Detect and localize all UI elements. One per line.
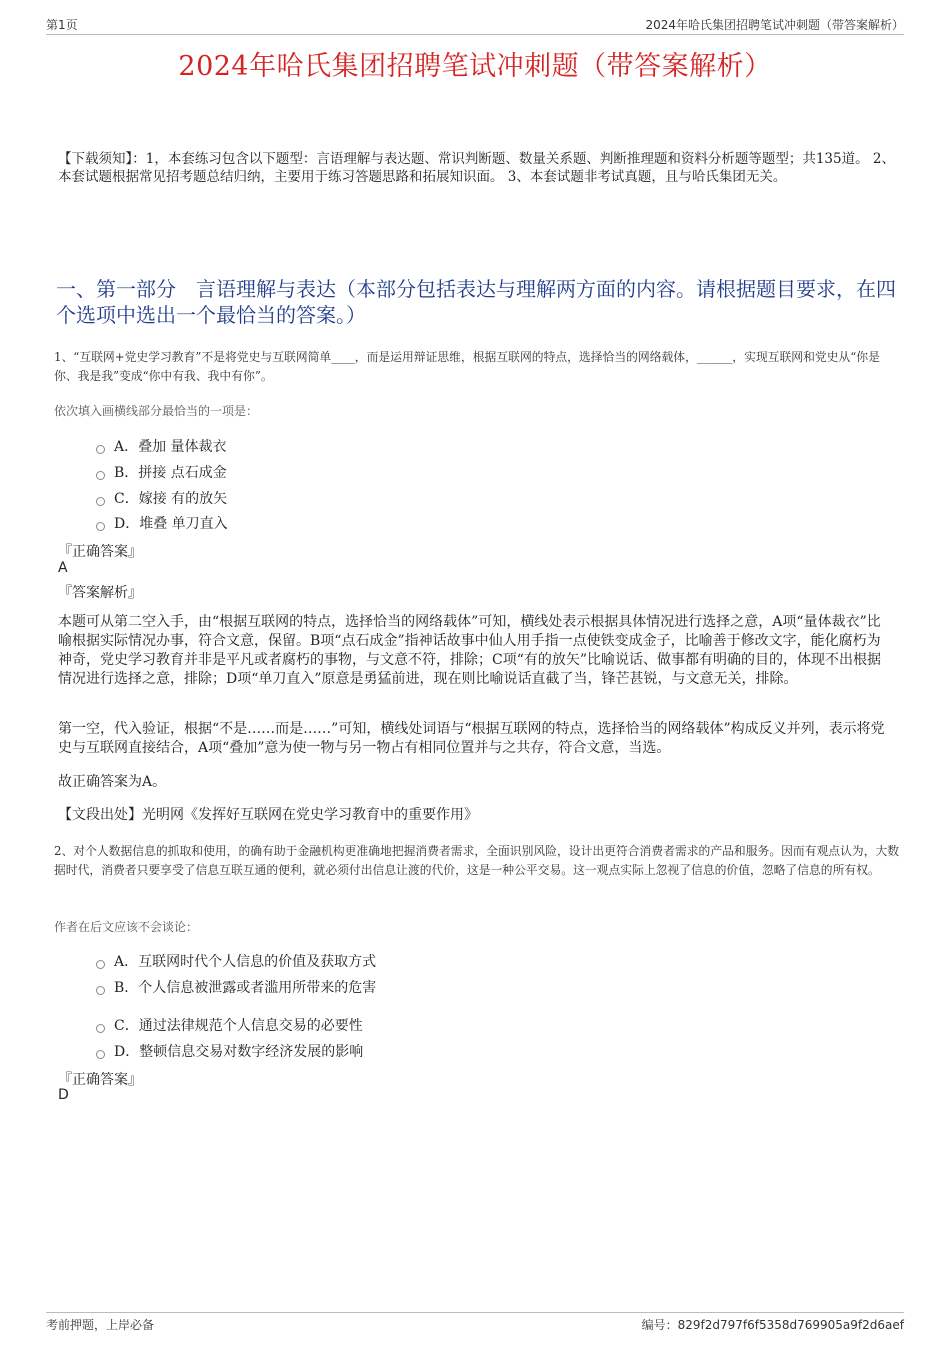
q2-option-b[interactable] [96,977,376,997]
radio-icon[interactable] [96,1024,105,1033]
radio-icon[interactable] [96,1050,105,1059]
question-2-prompt: 作者在后文应该不会谈论： [54,920,199,934]
q1-option-c[interactable] [96,488,227,508]
download-notice: 【下载须知】：1，本套练习包含以下题型：言语理解与表达题、常识判断题、数量关系题、判断推理题和资料分析题等题型；共135道。 2、本套试题根据常见招考题总结归纳，主要用于练习答题思路和拓展知识面。 3、本套试题非考试真题，且与哈氏集团无关。 [58,151,895,185]
q2-answer-label: 『正确答案』 [58,1072,142,1088]
document-title: 2024年哈氏集团招聘笔试冲刺题（带答案解析） [178,51,772,82]
radio-icon[interactable] [96,497,105,506]
q1-option-a[interactable] [96,436,227,456]
header-doc-title: 2024年哈氏集团招聘笔试冲刺题（带答案解析） [645,18,904,32]
page-header [46,14,904,35]
option-label: A．互联网时代个人信息的价值及获取方式 [114,954,377,970]
q1-analysis-paragraph-1: 本题可从第二空入手，由“根据互联网的特点，选择恰当的网络载体”可知，横线处表示根据具体情况进行选择之意，A项“量体裁衣”比喻根据实际情况办事，符合文意，保留。B项“点石成金”指神话故事中仙人用手指一点使铁变成金子，比喻善于修改文字，能化腐朽为神奇，党史学习教育并非是平凡或者腐朽的事物，与文意不符，排除；C项“有的放矢”比喻说话、做事都有明确的目的，体现不出根据情况进行选择之意，排除；D项“单刀直入”原意是勇猛前进，现在则比喻说话直截了当，锋芒甚锐，与文意无关，排除。 [58,614,882,687]
footer-serial [642,1316,904,1333]
page-footer [46,1312,904,1332]
option-label: B．个人信息被泄露或者滥用所带来的危害 [114,980,377,996]
radio-icon[interactable] [96,986,105,995]
serial-number: 829f2d797f6f5358d769905a9f2d6aef [677,1318,904,1332]
radio-icon[interactable] [96,960,105,969]
option-label: C．通过法律规范个人信息交易的必要性 [114,1018,363,1034]
page-number: 第1页 [46,18,78,32]
radio-icon[interactable] [96,445,105,454]
option-label: B．拼接 点石成金 [114,465,227,481]
q1-answer-label: 『正确答案』 [58,544,142,560]
q1-analysis-conclusion: 故正确答案为A。 [58,774,167,790]
q1-source: 【文段出处】光明网《发挥好互联网在党史学习教育中的重要作用》 [58,807,478,823]
option-label: D．整顿信息交易对数字经济发展的影响 [114,1044,364,1060]
q2-option-a[interactable] [96,951,376,971]
question-2-text: 2、对个人数据信息的抓取和使用，的确有助于金融机构更准确地把握消费者需求，全面识别风险，设计出更符合消费者需求的产品和服务。因而有观点认为，大数据时代，消费者只要享受了信息互联互通的便利，就必须付出信息让渡的代价，这是一种公平交易。这一观点实际上忽视了信息的价值，忽略了信息的所有权。 [54,844,900,877]
radio-icon[interactable] [96,471,105,480]
q1-analysis-label: 『答案解析』 [58,585,142,601]
q2-option-c[interactable] [96,1015,363,1035]
question-1-prompt: 依次填入画横线部分最恰当的一项是： [54,404,259,418]
q2-option-d[interactable] [96,1041,363,1061]
serial-label: 编号： [641,1318,678,1332]
option-label: C．嫁接 有的放矢 [114,491,228,507]
option-label: D．堆叠 单刀直入 [114,516,228,532]
option-label: A．叠加 量体裁衣 [114,439,227,455]
q1-analysis-paragraph-2: 第一空，代入验证，根据“不是……而是……”可知，横线处词语与“根据互联网的特点，选择恰当的网络载体”构成反义并列，表示将党史与互联网直接结合，A项“叠加”意为使一物与另一物占有相同位置并与之共存，符合文意，当选。 [58,721,885,756]
q1-option-b[interactable] [96,462,227,482]
q2-answer: D [58,1087,69,1103]
radio-icon[interactable] [96,522,105,531]
q1-option-d[interactable] [96,513,228,533]
footer-slogan: 考前押题，上岸必备 [46,1318,155,1332]
question-1-text: 1、“互联网+党史学习教育”不是将党史与互联网简单____，而是运用辩证思维，根据互联网的特点，选择恰当的网络载体，______，实现互联网和党史从“你是你、我是我”变成“你中有我、我中有你”。 [54,350,880,383]
q1-answer: A [58,560,68,576]
section-heading: 一、第一部分 言语理解与表达（本部分包括表达与理解两方面的内容。请根据题目要求，在四个选项中选出一个最恰当的答案。） [56,277,896,327]
